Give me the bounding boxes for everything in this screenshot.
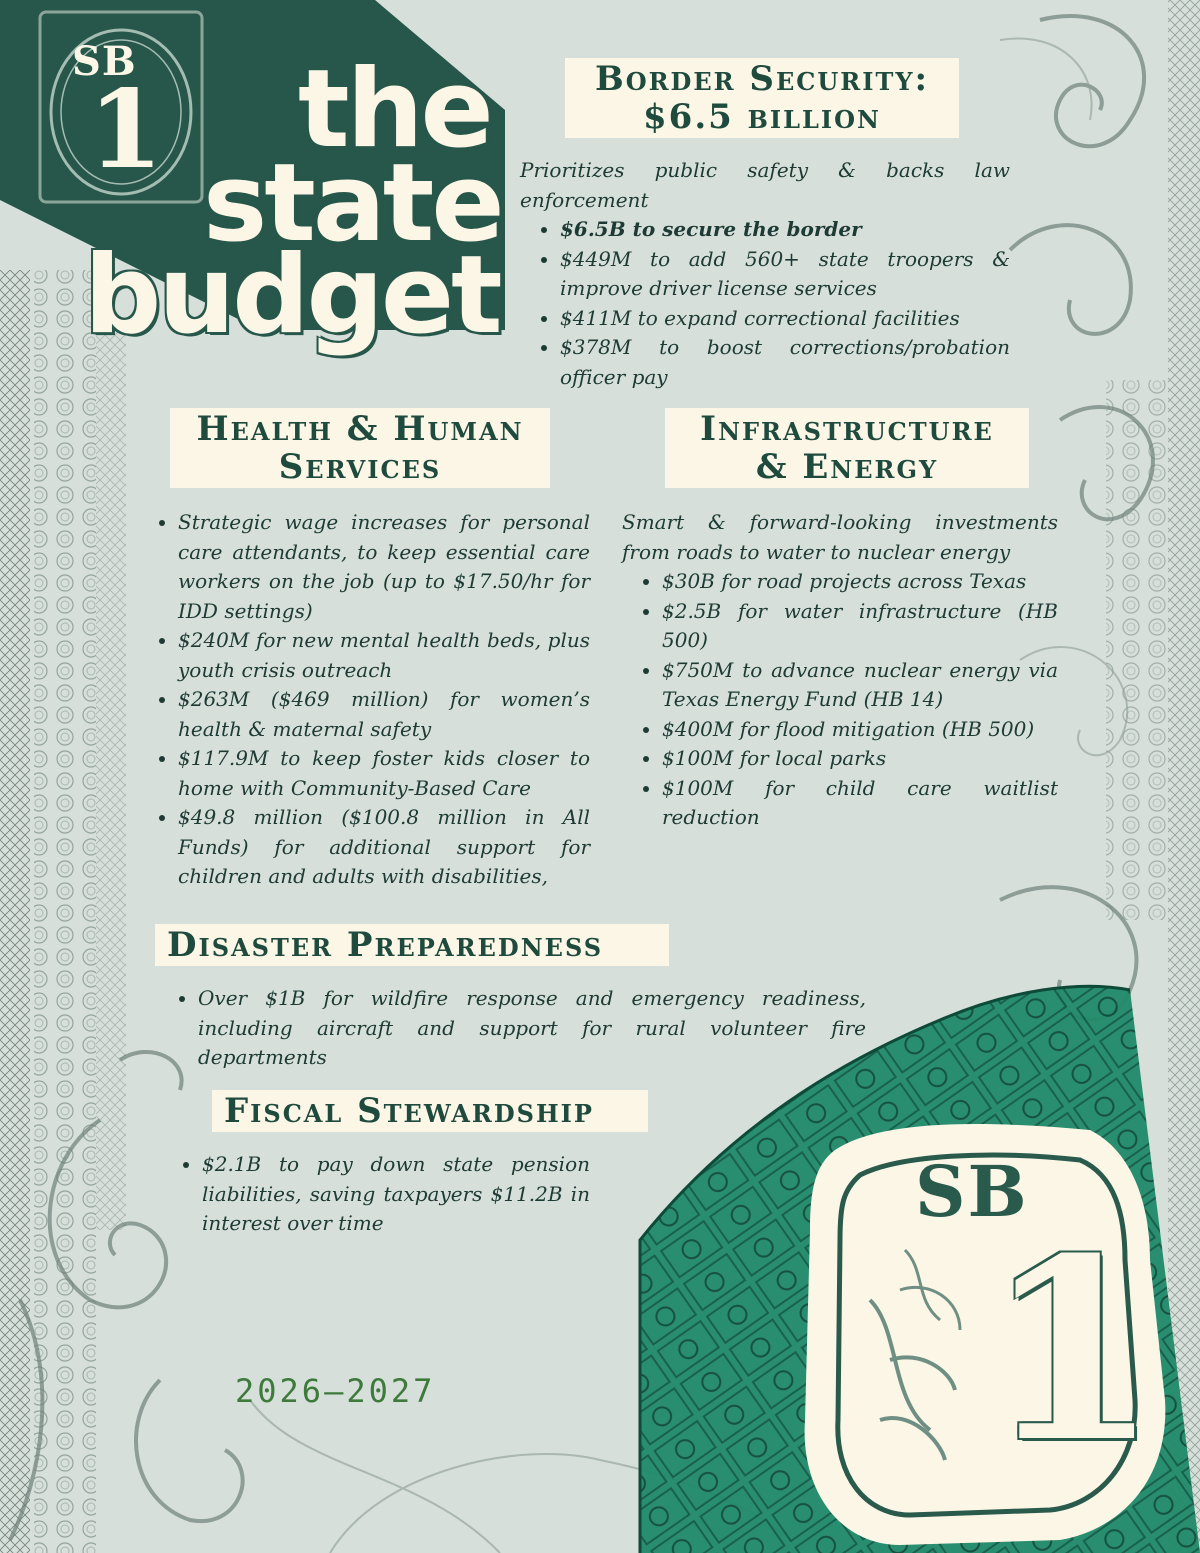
large-badge-number: 1	[985, 1203, 1159, 1497]
health-heading	[170, 408, 550, 488]
list-item: • $30B for road projects across Texas	[662, 567, 1058, 597]
border-security-heading-line2: $6.5 billion	[643, 97, 881, 138]
infrastructure-heading	[665, 408, 1029, 488]
list-item: • $449M to add 560+ state troopers & improve driver license services	[560, 245, 1010, 304]
list-item: • $400M for flood mitigation (HB 500)	[662, 715, 1058, 745]
infrastructure-heading-line2: & Energy	[755, 447, 939, 488]
fiscal-section	[162, 1150, 590, 1239]
title-line-the: the	[298, 47, 491, 172]
border-security-heading-line1: Border Security:	[594, 59, 930, 99]
list-item: • $117.9M to keep foster kids closer to home with Community-Based Care	[178, 744, 590, 803]
title-line-budget: budget	[84, 233, 500, 358]
list-item: • $100M for local parks	[662, 744, 1058, 774]
health-section	[138, 508, 590, 892]
fiscal-list	[162, 1150, 590, 1239]
list-item: • $263M ($469 million) for women’s health & maternal safety	[178, 685, 590, 744]
list-item: • $378M to boost corrections/probation officer pay	[560, 333, 1010, 392]
list-item: • $49.8 million ($100.8 million in All Funds) for additional support for children and adults with disabilities,	[178, 803, 590, 892]
large-badge-letters: SB	[915, 1150, 1029, 1233]
list-item: • $6.5B to secure the border	[560, 215, 1010, 245]
list-item: • $2.1B to pay down state pension liabilities, saving taxpayers $11.2B in interest over time	[202, 1150, 590, 1239]
title-line-state: state	[203, 141, 502, 266]
disaster-heading: Disaster Preparedness	[155, 924, 669, 966]
health-heading-line1: Health & Human	[196, 409, 524, 449]
list-item: • $100M for child care waitlist reduction	[662, 774, 1058, 833]
border-security-intro: Prioritizes public safety & backs law enforcement	[520, 158, 1010, 212]
disaster-list	[158, 984, 866, 1073]
list-item: • $750M to advance nuclear energy via Texas Energy Fund (HB 14)	[662, 656, 1058, 715]
infrastructure-section	[622, 508, 1058, 833]
infrastructure-list	[622, 567, 1058, 833]
fiscal-heading: Fiscal Stewardship	[212, 1090, 648, 1132]
health-list	[138, 508, 590, 892]
list-item: • $240M for new mental health beds, plus youth crisis outreach	[178, 626, 590, 685]
budget-year: 2026–2027	[235, 1372, 436, 1410]
infrastructure-heading-line1: Infrastructure	[700, 409, 994, 449]
border-security-heading	[565, 58, 959, 138]
list-item: • Over $1B for wildfire response and emergency readiness, including aircraft and support for rural volunteer fire departments	[198, 984, 866, 1073]
list-item: • Strategic wage increases for personal care attendants, to keep essential care workers on the job (up to $17.50/hr for IDD settings)	[178, 508, 590, 626]
border-security-list	[520, 215, 1010, 392]
list-item: • $411M to expand correctional facilities	[560, 304, 1010, 334]
list-item: • $2.5B for water infrastructure (HB 500)	[662, 597, 1058, 656]
health-heading-line2: Services	[278, 447, 442, 488]
badge-letters: SB	[72, 38, 137, 85]
badge-number: 1	[88, 67, 164, 193]
infrastructure-intro: Smart & forward-looking investments from roads to water to nuclear energy	[622, 510, 1058, 564]
border-security-section	[520, 156, 1010, 392]
disaster-section	[158, 984, 866, 1073]
